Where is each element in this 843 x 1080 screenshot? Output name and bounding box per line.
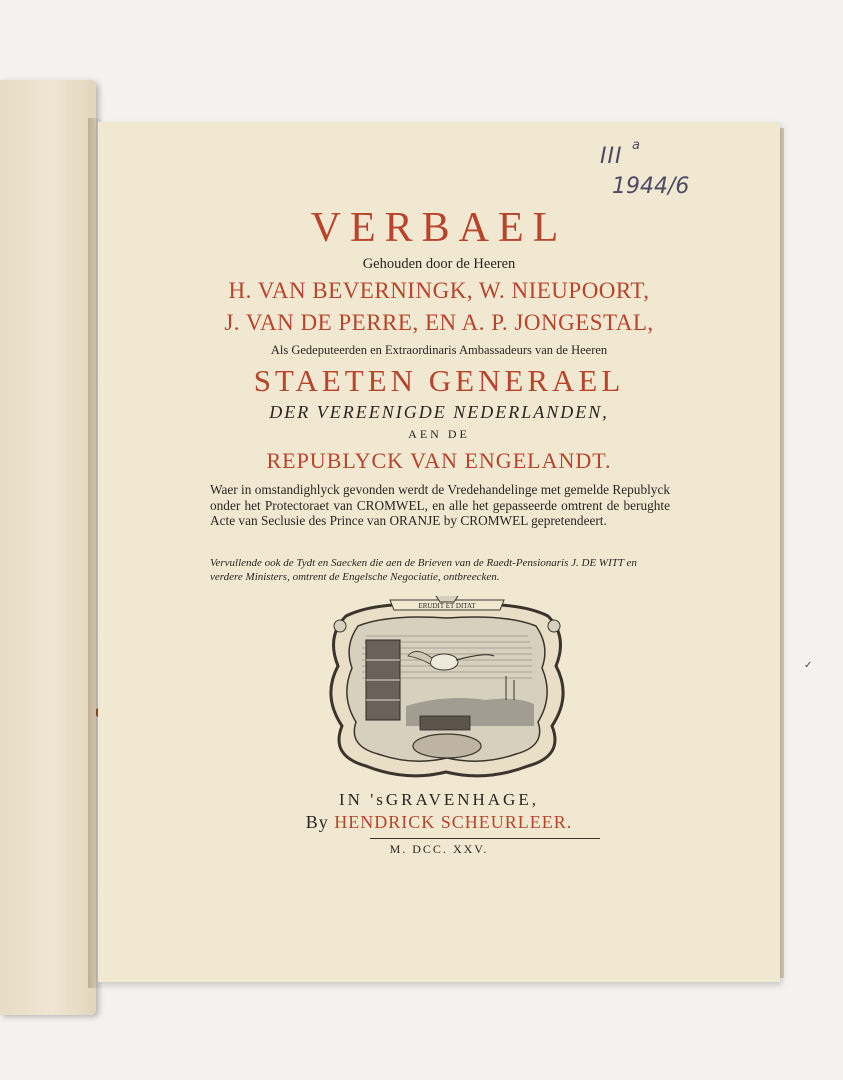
printer-device-engraving xyxy=(316,596,578,782)
ambassador-names-1: H. VAN BEVERNINGK, W. NIEUPOORT, xyxy=(228,278,650,303)
description-paragraph: Waer in omstandighlyck gevonden werdt de Vredehandelinge met gemelde Republyck onder het Protectoraet van CROMWEL, en alle het gepasseerde omtrent de berughte Acte van Seclusie des Prince van ORANJE by CROMWEL gepretendeert. xyxy=(210,482,670,528)
estates-general: STAETEN GENERAEL xyxy=(253,363,625,398)
title-page xyxy=(98,122,813,982)
republic-of-england: REPUBLYCK VAN ENGELANDT. xyxy=(266,448,612,473)
imprint-place: IN 'sGRAVENHAGE, xyxy=(339,790,539,809)
handwritten-shelfmark xyxy=(598,134,768,214)
shelfmark-roman: III xyxy=(600,144,623,169)
margin-mark: ✓ xyxy=(804,660,813,671)
main-title: VERBAEL xyxy=(310,205,568,251)
supplement-paragraph: Vervullende ook de Tydt en Saecken die aen de Brieven van de Raedt-Pensionaris J. DE WITT en verdere Ministers, omtrent de Engelsche Negociatie, ontbreecken. xyxy=(210,557,637,583)
imprint-printer-line xyxy=(98,812,780,833)
deputies-line: Als Gedeputeerden en Extraordinaris Ambassadeurs van de Heeren xyxy=(270,343,608,357)
imprint-rule xyxy=(370,838,600,839)
imprint-printer: HENDRICK SCHEURLEER. xyxy=(334,812,573,832)
engraving-motto: ERUDIT ET DITAT xyxy=(418,602,476,610)
imprint-date: M. DCC. XXV. xyxy=(389,842,489,856)
book-cover-left xyxy=(0,80,96,1015)
aen-de: AEN DE xyxy=(408,427,470,441)
united-netherlands: DER VEREENIGDE NEDERLANDEN, xyxy=(269,402,609,422)
imprint-by: By xyxy=(305,812,329,832)
held-by-line: Gehouden door de Heeren xyxy=(362,256,516,272)
shelfmark-superscript: a xyxy=(632,138,640,153)
ambassador-names-2: J. VAN DE PERRE, EN A. P. JONGESTAL, xyxy=(224,310,654,335)
shelfmark-number: 1944/6 xyxy=(612,174,690,199)
